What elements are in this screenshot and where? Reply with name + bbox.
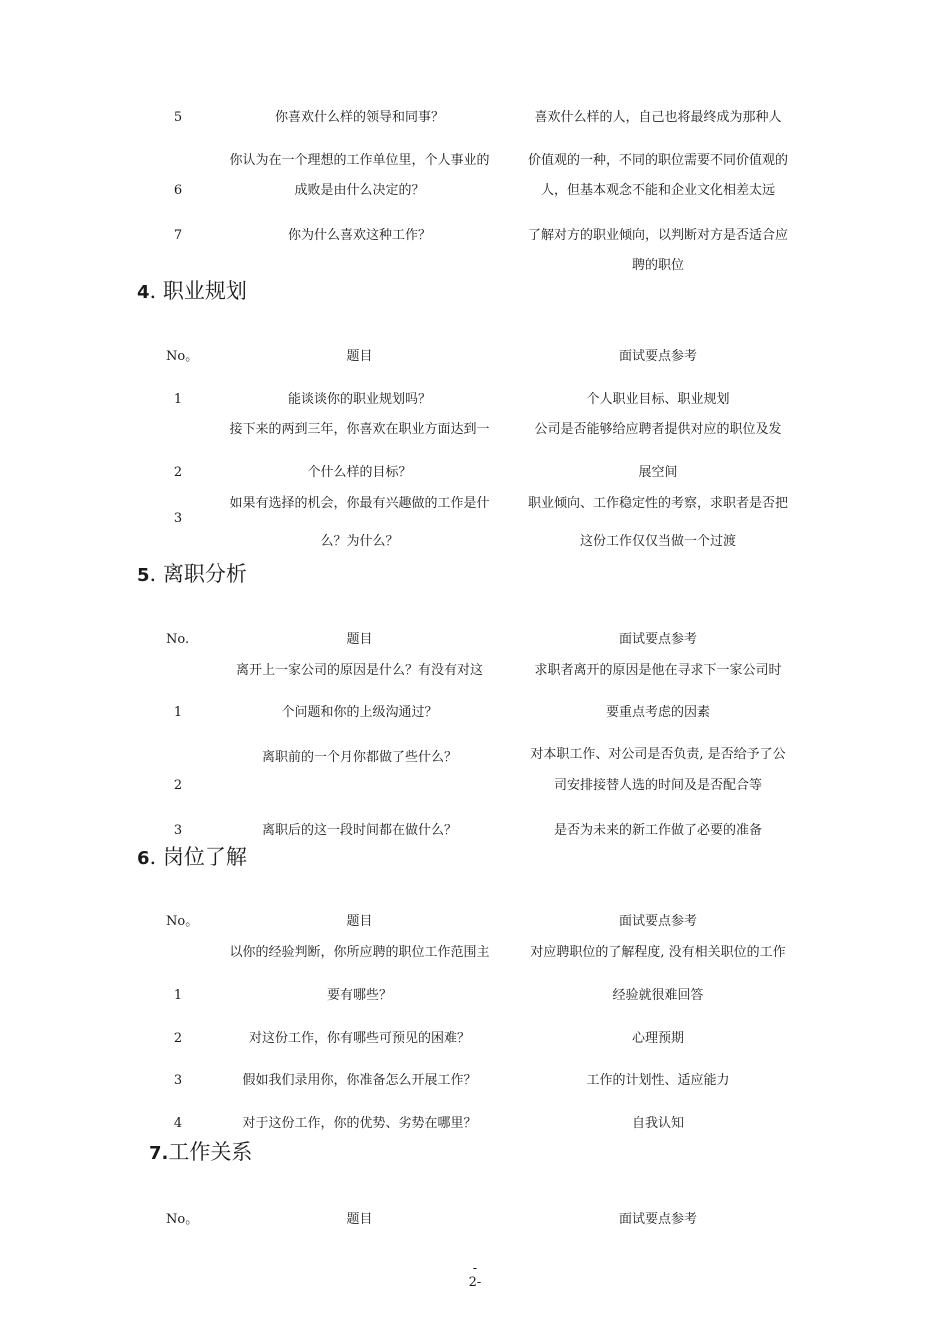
header-no: No. (166, 632, 190, 647)
answer-key-text: 求职者离开的原因是他在寻求下一家公司时 (534, 663, 782, 678)
answer-key-text: 经验就很难回答 (612, 988, 704, 1003)
section-heading (149, 1139, 252, 1167)
question-text: 离职后的这一段时间都在做什么？ (261, 823, 457, 838)
answer-key-text: 是否为未来的新工作做了必要的准备 (553, 823, 762, 838)
question-text: 成败是由什么决定的？ (294, 183, 425, 198)
answer-key-text: 自我认知 (631, 1116, 684, 1131)
page-number: 2- (468, 1275, 482, 1290)
answer-key-text: 喜欢什么样的人，自己也将最终成为那种人 (534, 110, 782, 125)
header-question: 题目 (346, 349, 373, 364)
question-text: 离职前的一个月你都做了些什么？ (261, 750, 457, 765)
row-number: 3 (173, 511, 183, 526)
question-text: 个什么样的目标？ (307, 465, 412, 480)
row-number: 3 (173, 823, 183, 838)
header-answer-key: 面试要点参考 (618, 632, 697, 647)
answer-key-text: 对应聘职位的了解程度, 没有相关职位的工作 (530, 945, 786, 960)
section-heading: 4. 职业规划 (137, 279, 247, 303)
answer-key-text: 个人职业目标、职业规划 (586, 392, 730, 407)
row-number: 1 (173, 392, 183, 407)
header-no: No。 (166, 1212, 199, 1227)
row-number: 1 (173, 705, 183, 720)
header-question: 题目 (346, 914, 373, 929)
section-title: 职业规划 (162, 279, 247, 303)
question-text: 你为什么喜欢这种工作？ (287, 228, 431, 243)
section-heading: 5. 离职分析 (137, 562, 247, 586)
answer-key-text: 价值观的一种，不同的职位需要不同价值观的 (527, 153, 788, 168)
answer-key-text: 了解对方的职业倾向，以判断对方是否适合应 (527, 228, 788, 243)
question-text: 你认为在一个理想的工作单位里，个人事业的 (229, 153, 490, 168)
question-text: 对于这份工作，你的优势、劣势在哪里？ (242, 1116, 477, 1131)
section-number: 6 (137, 848, 150, 869)
section-number: 5 (137, 565, 150, 586)
row-number: 5 (173, 110, 183, 125)
header-question: 题目 (346, 1212, 373, 1227)
row-number: 4 (173, 1116, 183, 1131)
row-number: 3 (173, 1073, 183, 1088)
answer-key-text: 展空间 (638, 465, 678, 480)
answer-key-text: 要重点考虑的因素 (605, 705, 710, 720)
section-number: 7. (149, 1143, 169, 1164)
answer-key-text: 人，但基本观念不能和企业文化相差太远 (540, 183, 775, 198)
question-text: 假如我们录用你，你准备怎么开展工作？ (242, 1073, 477, 1088)
question-text: 离开上一家公司的原因是什么？有没有对这 (235, 663, 483, 678)
row-number: 1 (173, 988, 183, 1003)
answer-key-text: 聘的职位 (631, 258, 684, 273)
header-answer-key: 面试要点参考 (618, 1212, 697, 1227)
row-number: 2 (173, 778, 183, 793)
answer-key-text: 心理预期 (631, 1031, 684, 1046)
answer-key-text: 对本职工作、对公司是否负责, 是否给予了公 (530, 747, 786, 762)
answer-key-text: 公司是否能够给应聘者提供对应的职位及发 (534, 422, 782, 437)
question-text: 你喜欢什么样的领导和同事？ (274, 110, 444, 125)
header-answer-key: 面试要点参考 (618, 349, 697, 364)
row-number: 6 (173, 183, 183, 198)
header-no: No。 (166, 914, 199, 929)
question-text: 以你的经验判断，你所应聘的职位工作范围主 (229, 945, 490, 960)
question-text: 要有哪些？ (326, 988, 392, 1003)
page-number-dash: - (472, 1261, 478, 1276)
question-text: 个问题和你的上级沟通过？ (281, 705, 438, 720)
question-text: 么？为什么？ (320, 534, 399, 549)
header-answer-key: 面试要点参考 (618, 914, 697, 929)
answer-key-text: 这份工作仅仅当做一个过渡 (579, 534, 736, 549)
question-text: 能谈谈你的职业规划吗？ (287, 392, 431, 407)
question-text: 接下来的两到三年，你喜欢在职业方面达到一 (229, 422, 490, 437)
header-question: 题目 (346, 632, 373, 647)
section-title: 工作关系 (168, 1140, 253, 1164)
answer-key-text: 司安排接替人选的时间及是否配合等 (553, 778, 762, 793)
row-number: 2 (173, 1031, 183, 1046)
answer-key-text: 职业倾向、工作稳定性的考察，求职者是否把 (527, 496, 788, 511)
row-number: 2 (173, 465, 183, 480)
question-text: 如果有选择的机会，你最有兴趣做的工作是什 (229, 496, 490, 511)
answer-key-text: 工作的计划性、适应能力 (586, 1073, 730, 1088)
section-title: 岗位了解 (162, 845, 247, 869)
header-no: No。 (166, 349, 199, 364)
section-number: 4 (137, 282, 150, 303)
section-title: 离职分析 (162, 562, 247, 586)
question-text: 对这份工作，你有哪些可预见的困难？ (248, 1031, 470, 1046)
section-heading: 6. 岗位了解 (137, 845, 247, 869)
row-number: 7 (173, 228, 183, 243)
